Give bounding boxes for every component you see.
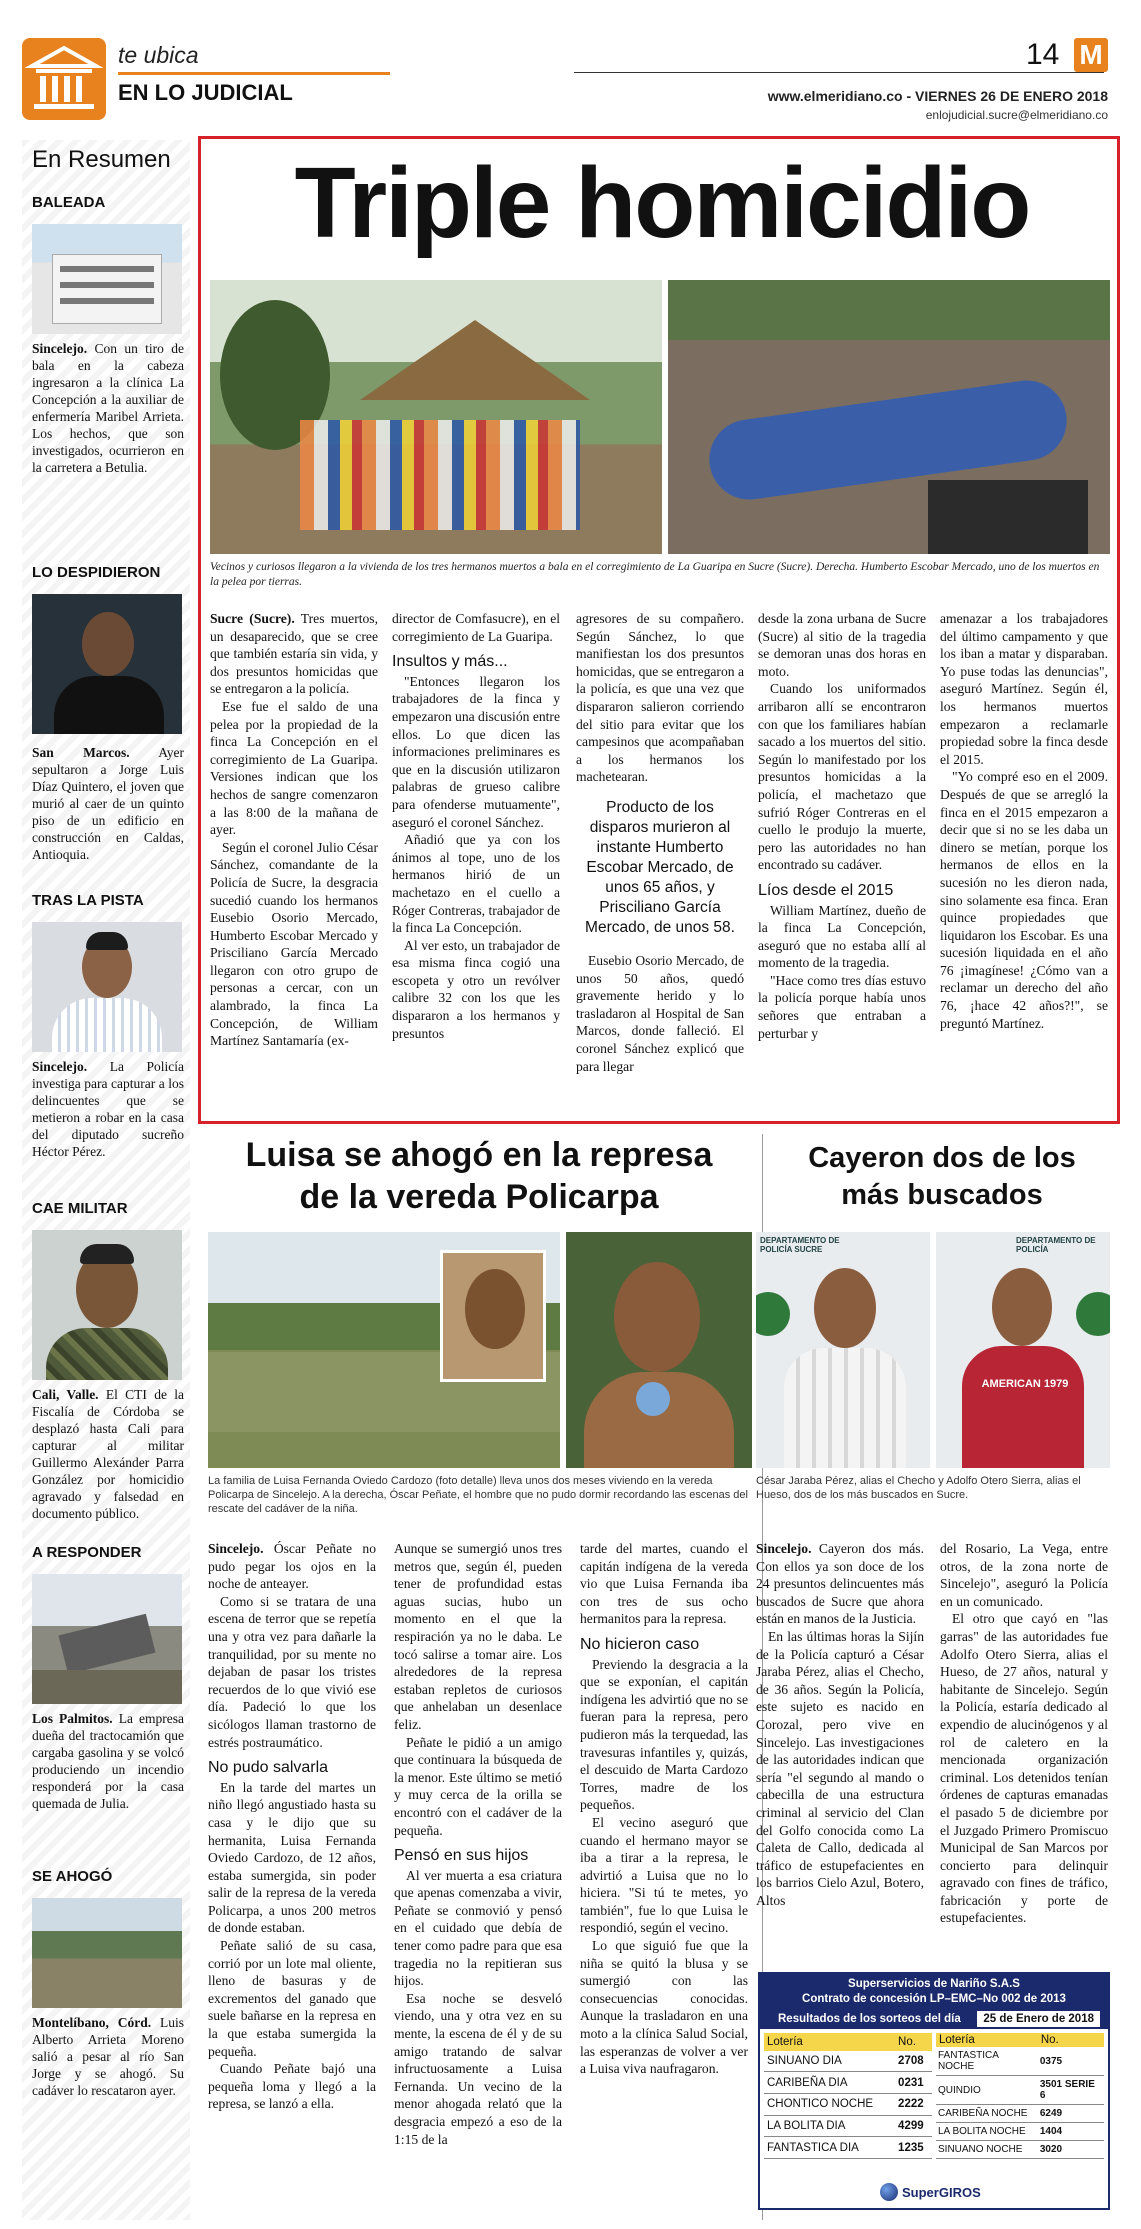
- sidebar-heading: LO DESPIDIERON: [32, 564, 161, 581]
- sidebar-heading: SE AHOGÓ: [32, 1868, 113, 1885]
- sidebar-item-text: Montelíbano, Córd. Luis Alberto Arrieta Moreno salió a pesar al río San Jorge y se ahogó. Su cadáver lo rescataron ayer.: [32, 2015, 184, 2098]
- lottery-row: CHONTICO NOCHE 2222: [764, 2094, 932, 2116]
- sidebar-item-text: San Marcos. Ayer sepultaron a Jorge Luis Díaz Quintero, el joven que murió al caer de un quinto piso de un edificio en construcción en Caldas, Antioquia.: [32, 745, 184, 862]
- lottery-header: Superservicios de Nariño S.A.S Contrato de concesión LP–EMC–No 002 de 2013: [760, 1974, 1108, 2009]
- sidebar-heading: A RESPONDER: [32, 1544, 142, 1561]
- section-small-title: te ubica: [118, 42, 199, 68]
- lottery-row: LA BOLITA NOCHE 1404: [936, 2123, 1104, 2141]
- sidebar-photo-river: [32, 1898, 182, 2008]
- main-col-1: Sucre (Sucre). Tres muertos, un desaparecido, que se cree que también estaría sin vida, y dos presuntos homicidas que se entregaron a la policía. Ese fue el saldo de una pelea por la propiedad de la finca La Concepción en el corregimiento de La Guaripa. Versiones indican que los hechos de sangre comenzaron a las 8:00 de la mañana de ayer. Según el coronel Julio César Sánchez, comandante de la Policía de Sucre, la desgracia sucedió cuando los hermanos Eusebio Osorio Mercado, Humberto Escobar Mercado y Prisciliano García Mercado llegaron con otro grupo de personas a cercar, con un alambrado, la finca La Concepción, de William Martínez Santamaría (ex-: [210, 611, 378, 1049]
- lottery-date: 25 de Enero de 2018: [977, 2011, 1100, 2027]
- sidebar-item-text: Los Palmitos. La empresa dueña del tractocamión que cargaba gasolina y se volcó produciendo un incendio responderá por la casa quemada de Julia.: [32, 1711, 184, 1811]
- caidos-col-1: Sincelejo. Cayeron dos más. Con ellos ya son doce de los 24 presuntos delincuentes más buscados de Sucre que ahora están en manos de la Justicia. En las últimas horas la Sijín de la Policía capturó a César Jaraba Pérez, alias el Checho, de 36 años. Según la Policía, este sujeto es nacido en Corozal, pero vive en Sincelejo. Las investigaciones de las autoridades indican que sería "el segundo al mando o cabecilla de una estructura criminal al servicio del Clan del Golfo conocida como La Caleta de Callo, dedicada al tráfico de estupefacientes en los barrios Cielo Azul, Botero, Altos: [756, 1541, 924, 1908]
- lottery-table-left: Lotería No. SINUANO DIA 2708 CARIBEÑA DIA 0231 CHONTICO NOCHE 2222 LA BOLITA DIA 4299 FANTASTICA DIA 1235: [764, 2033, 932, 2159]
- pull-quote: Producto de los disparos murieron al instante Humberto Escobar Mercado, de unos 65 años, y Prisciliano García Mercado, de unos 58.: [585, 798, 735, 936]
- lottery-box: [758, 1972, 1110, 2210]
- sidebar-photo-man: [32, 922, 182, 1052]
- brand-logo: M: [1074, 38, 1108, 72]
- photo-checho: DEPARTAMENTO DE POLICÍA SUCRE: [756, 1232, 930, 1468]
- luisa-col-3: tarde del martes, cuando el capitán indígena de la vereda vio que Luisa Fernanda iba con tres de sus ocho hermanitos para la represa. No hicieron caso Previendo la desgracia a la que se exponían, el capitán indígena les advirtió que no se fueran para la represa, pero pudieron más la terquedad, las travesuras infantiles y, quizás, el descuido de Marta Cardozo Torres, madre de los pequeños. El vecino aseguró que cuando el hermano mayor se iba a tirar a la represa, le advirtió a Luisa que no lo hiciera. "Si tú te metes, yo también", fue lo que Luisa le respondió, según el vecino. Lo que siguió fue que la niña se quitó la blusa y se sumergió con las consecuencias conocidas. Aunque la trasladaron en una moto a la clínica Salud Social, las esperanzas de volver a ver a Luisa viva naufragaron.: [580, 1541, 748, 2077]
- section-logo: [22, 38, 106, 120]
- lottery-row: CARIBEÑA NOCHE 6249: [936, 2105, 1104, 2123]
- sidebar-photo-truck: [32, 1574, 182, 1704]
- photo-crowd-village: [210, 280, 662, 554]
- lottery-row: SINUANO NOCHE 3020: [936, 2141, 1104, 2159]
- sidebar-photo-young-man: [32, 594, 182, 734]
- summary-sidebar: [22, 140, 190, 2220]
- sidebar-item-text: Sincelejo. Con un tiro de bala en la cabeza ingresaron a la clínica La Concepción a la auxiliar de enfermería Maribel Arrieta. Los hechos, que son investigados, ocurrieron en la carretera a Betulia.: [32, 341, 184, 475]
- sidebar-item-text: Cali, Valle. El CTI de la Fiscalía de Córdoba se desplazó hasta Cali para capturar al militar Guillermo Alexánder Parra González por homicidio agravado y falsedad en documento público.: [32, 1387, 184, 1521]
- luisa-headline: Luisa se ahogó en la represa de la vereda Policarpa: [245, 1136, 713, 1216]
- sidebar-heading: CAE MILITAR: [32, 1200, 128, 1217]
- lottery-results-bar: Resultados de los sorteos del día 25 de Enero de 2018: [760, 2009, 1108, 2029]
- sidebar-photo-soldier: [32, 1230, 182, 1380]
- lottery-row: LA BOLITA DIA 4299: [764, 2115, 932, 2137]
- sidebar-heading: TRAS LA PISTA: [32, 892, 144, 909]
- main-col-2: director de Comfasucre), en el corregimiento de La Guaripa. Insultos y más... "Entonces llegaron los trabajadores de la finca y empezaron una discusión entre ellos. Lo que dicen las informaciones preliminares es que en la discusión utilizaron palabras de grueso calibre para ofenderse mutuamente", aseguró el coronel Sánchez. Añadió que ya con los ánimos al tope, uno de los hermanos hirió de un machetazo en el cuello a Róger Contreras, trabajador de la finca La Concepción. Al ver esto, un trabajador de esa misma finca cogió una escopeta y otro un revólver calibre 32 con los que les dispararon a los hermanos y presuntos: [392, 611, 560, 1041]
- main-photo-caption: Vecinos y curiosos llegaron a la vivienda de los tres hermanos muertos a bala en el corregimiento de La Guaripa en Sucre (Sucre). Derecha. Humberto Escobar Mercado, uno de los muertos en la pelea por tierras.: [210, 561, 1100, 588]
- page-number: 14: [1026, 38, 1060, 71]
- site-date: www.elmeridiano.co - VIERNES 26 DE ENERO 2018: [767, 88, 1108, 104]
- sidebar-heading: BALEADA: [32, 194, 106, 211]
- courthouse-icon: [22, 38, 106, 120]
- caidos-col-2: del Rosario, La Vega, entre otros, de la zona norte de Sincelejo", aseguró la Policía en un comunicado. El otro que cayó en "las garras" de las autoridades fue Adolfo Otero Sierra, alias el Hueso, de 27 años, natural y habitante de Sincelejo. Según la Policía, estaría dedicado al expendio de alucinógenos y al rol de caletero en la mencionada organización criminal. Los detenidos tenían órdenes de capturas emanadas el pasado 5 de diciembre por el Juzgado Primero Promiscuo Municipal de San Marcos por concierto para delinquir agravado con fines de tráfico, fabricación y porte de estupefacientes.: [940, 1541, 1108, 1926]
- main-col-4: desde la zona urbana de Sucre (Sucre) al sitio de la tragedia se demoran unas dos horas en moto. Cuando los uniformados arribaron allí se encontraron con que los familiares habían sacado a los muertos del sitio. Según lo manifestado por los presuntos homicidas a la policía, el machetazo que sufrió Róger Contreras en el cuello le produjo la muerte, pero las autoridades no han encontrado su cadáver. Líos desde el 2015 William Martínez, dueño de la finca La Concepción, aseguró que no estaba allí al momento de la tragedia. "Hace como tres días estuvo la policía porque había unos señores que entraban a perturbar y: [758, 611, 926, 1041]
- sidebar-title: En Resumen: [32, 146, 171, 173]
- lottery-table-right: Lotería No. FANTASTICA NOCHE 0375 QUINDIO 3501 SERIE 6 CARIBEÑA NOCHE 6249 LA BOLITA NOCHE 1404 SINUANO NOCHE 3020: [936, 2033, 1104, 2159]
- lottery-row: QUINDIO 3501 SERIE 6: [936, 2076, 1104, 2105]
- photo-victim: [668, 280, 1110, 554]
- photo-luisa-portrait: [440, 1250, 546, 1382]
- luisa-col-1: Sincelejo. Óscar Peñate no pudo pegar los ojos en la noche de anteayer. Como si se tratara de una escena de terror que se repetía una y otra vez para dañarle la tranquilidad, por su mente no dejaban de pasar los tristes recuerdos de lo que vivió ese día. Padeció lo que los sicólogos llaman trastorno de estrés postraumático. No pudo salvarla En la tarde del martes un niño llegó angustiado hasta su casa y le dijo que su hermanita, Luisa Fernanda Oviedo Cardozo, de 12 años, estaba sumergida, sin poder salir de la represa de la vereda Policarpa, a unos 200 metros de donde estaban. Peñate salió de su casa, corrió por un lote mal oliente, lleno de basuras y de excrementos del ganado que suele bañarse en la represa en la que estaba sumergida la pequeña. Cuando Peñate bajó una pequeña loma y llegó a la represa, se lanzó a ella.: [208, 1541, 376, 2112]
- globe-icon: [880, 2183, 898, 2201]
- luisa-col-2: Aunque se sumergió unos tres metros que, según él, pueden tener de profundidad estas aguas sucias, hubo un momento en el que la respiración ya no le daba. Le tocó salirse a tomar aire. Los alrededores de la represa estaban repletos de curiosos que anhelaban un desenlace feliz. Peñate le pidió a un amigo que continuara la búsqueda de la menor. Este último se metió y muy cerca de la orilla se encontró con el cadáver de la pequeña. Pensó en sus hijos Al ver muerta a esa criatura que apenas comenzaba a vivir, Peñate se conmovió y pensó en el cuidado que debía de tener como padre para que esa tragedia no la repitieran sus hijos. Esa noche se desveló viendo, una y otra vez en su mente, la escena de él y de su amigo tratando de salvar infructuosamente a Luisa Fernanda. Un vecino de la menor ahogada relató que la desgracia empezó a eso de la 1:15 de la: [394, 1541, 562, 2147]
- sidebar-item-text: Sincelejo. La Policía investiga para capturar a los delincuentes que se metieron a robar en la casa del diputado sucreño Héctor Pérez.: [32, 1059, 184, 1159]
- lottery-row: CARIBEÑA DIA 0231: [764, 2072, 932, 2094]
- photo-oscar-penate: [566, 1232, 752, 1468]
- main-col-5: amenazar a los trabajadores del último campamento y que los iban a matar y disparaban. Yo puse todas las denuncias", aseguró Martínez. Según él, los hermanos muertos empezaron a reclamarle propiedad sobre la finca desde el 2015. "Yo compré eso en el 2009. Después de que se arregló la finca en el 2015 empezaron a decir que si no se les daba un dinero se metían, porque los hermanos de ellos en la sucesión no les dieron nada, sino solamente esa finca. Eran quince propiedades que liquidaron los Escobar. Es una sucesión liquidada en el año 76 ¡imagínese! ¿Cómo van a reclamar un derecho del año 76, ¡hace 42 años?!", se preguntó Martínez.: [940, 611, 1108, 1031]
- caidos-headline: Cayeron dos de los más buscados: [808, 1142, 1076, 1211]
- main-col-3: agresores de su compañero. Según Sánchez, lo que manifiestan los dos presuntos homicidas, que se entregaron a la policía, es que una vez que dispararon salieron corriendo del sitio para evitar que los campesinos que acompañaban a los hermanos los machetearan. Producto de los disparos murieron al instante Humberto Escobar Mercado, de unos 65 años, y Prisciliano García Mercado, de unos 58. Eusebio Osorio Mercado, de unos 50 años, quedó gravemente herido y lo trasladaron al Hospital de San Marcos, donde falleció. El coronel Sánchez explicó que para llegar: [576, 611, 744, 1074]
- sidebar-photo-clinic: [32, 224, 182, 334]
- supergiros-logo: SuperGIROS: [880, 2180, 981, 2204]
- section-underline: [118, 72, 390, 75]
- header-rule: [574, 72, 1104, 73]
- section-big-title: EN LO JUDICIAL: [118, 80, 293, 105]
- luisa-caption: La familia de Luisa Fernanda Oviedo Cardozo (foto detalle) lleva unos dos meses viviendo en la vereda Policarpa de Sincelejo. A la derecha, Óscar Peñate, el hombre que no pudo dormir recordando las escenas del rescate del cadáver de la niña.: [208, 1475, 748, 1515]
- lottery-row: FANTASTICA NOCHE 0375: [936, 2047, 1104, 2076]
- lottery-row: FANTASTICA DIA 1235: [764, 2137, 932, 2159]
- lottery-row: SINUANO DIA 2708: [764, 2051, 932, 2072]
- caidos-caption: César Jaraba Pérez, alias el Checho y Adolfo Otero Sierra, alias el Hueso, dos de los más buscados en Sucre.: [756, 1475, 1081, 1501]
- photo-hueso: DEPARTAMENTO DE POLICÍA AMERICAN 1979: [936, 1232, 1110, 1468]
- main-headline: Triple homicidio: [294, 147, 1030, 259]
- section-email: enlojudicial.sucre@elmeridiano.co: [925, 108, 1108, 122]
